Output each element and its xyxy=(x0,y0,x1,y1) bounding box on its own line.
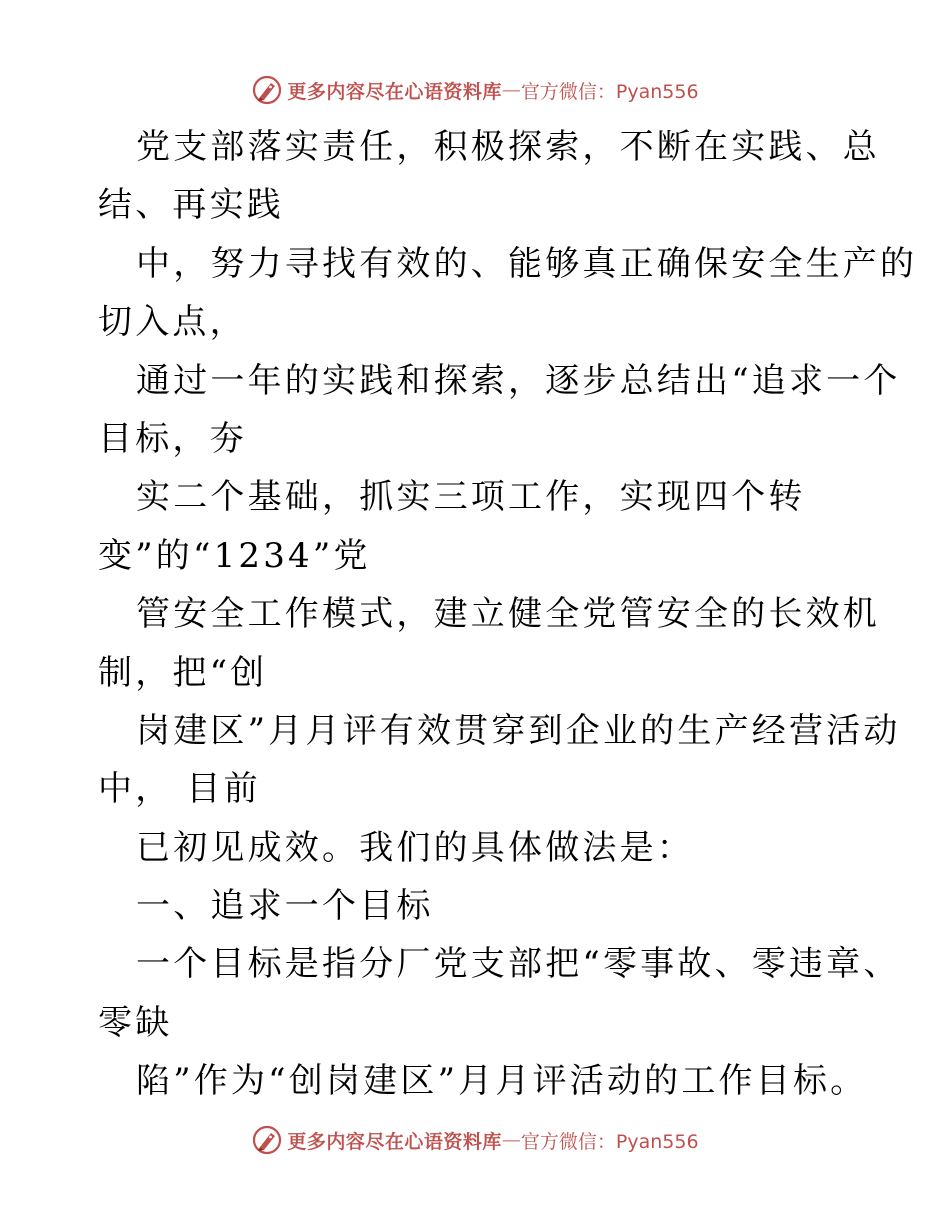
text-line: 切入点， xyxy=(98,302,247,343)
text-line: 实二个基础，抓实三项工作，实现四个转 xyxy=(136,477,806,518)
text-line: 零缺 xyxy=(98,1002,173,1043)
text-line: 一个目标是指分厂党支部把“零事故、零违章、 xyxy=(136,944,901,985)
text-line: 中，努力寻找有效的、能够真正确保安全生产的 xyxy=(136,243,918,284)
watermark-separator: — xyxy=(501,79,521,101)
watermark-main-text: 更多内容尽在心语资料库 xyxy=(287,80,502,103)
text-line: 制，把“创 xyxy=(98,652,268,693)
red-pen-nib-logo-icon xyxy=(251,74,283,106)
text-line: 党支部落实责任，积极探索，不断在实践、总 xyxy=(136,127,880,167)
text-line: 已初见成效。我们的具体做法是： xyxy=(136,827,694,868)
watermark-wechat-text: 官方微信：Pyan556 xyxy=(520,80,699,103)
header-watermark xyxy=(0,70,950,110)
text-line: 变”的“1234”党 xyxy=(98,535,371,576)
footer-watermark xyxy=(0,1120,950,1160)
text-line: 陷”作为“创岗建区”月月评活动的工作目标。 xyxy=(136,1061,868,1102)
text-line: 一、追求一个目标 xyxy=(136,886,434,927)
text-line: 目标，夯 xyxy=(98,418,247,459)
red-pen-nib-logo-icon xyxy=(251,1124,283,1156)
text-line: 岗建区”月月评有效贯穿到企业的生产经营活动 xyxy=(136,710,901,751)
watermark-main-text: 更多内容尽在心语资料库 xyxy=(287,1130,502,1153)
text-line: 通过一年的实践和探索，逐步总结出“追求一个 xyxy=(136,360,901,401)
text-line: 结、再实践 xyxy=(98,185,284,226)
text-line: 管安全工作模式，建立健全党管安全的长效机 xyxy=(136,594,880,635)
document-body xyxy=(98,118,918,1111)
watermark-separator: — xyxy=(501,1129,521,1151)
watermark-wechat-text: 官方微信：Pyan556 xyxy=(520,1130,699,1153)
text-line: 中， 目前 xyxy=(98,769,261,810)
